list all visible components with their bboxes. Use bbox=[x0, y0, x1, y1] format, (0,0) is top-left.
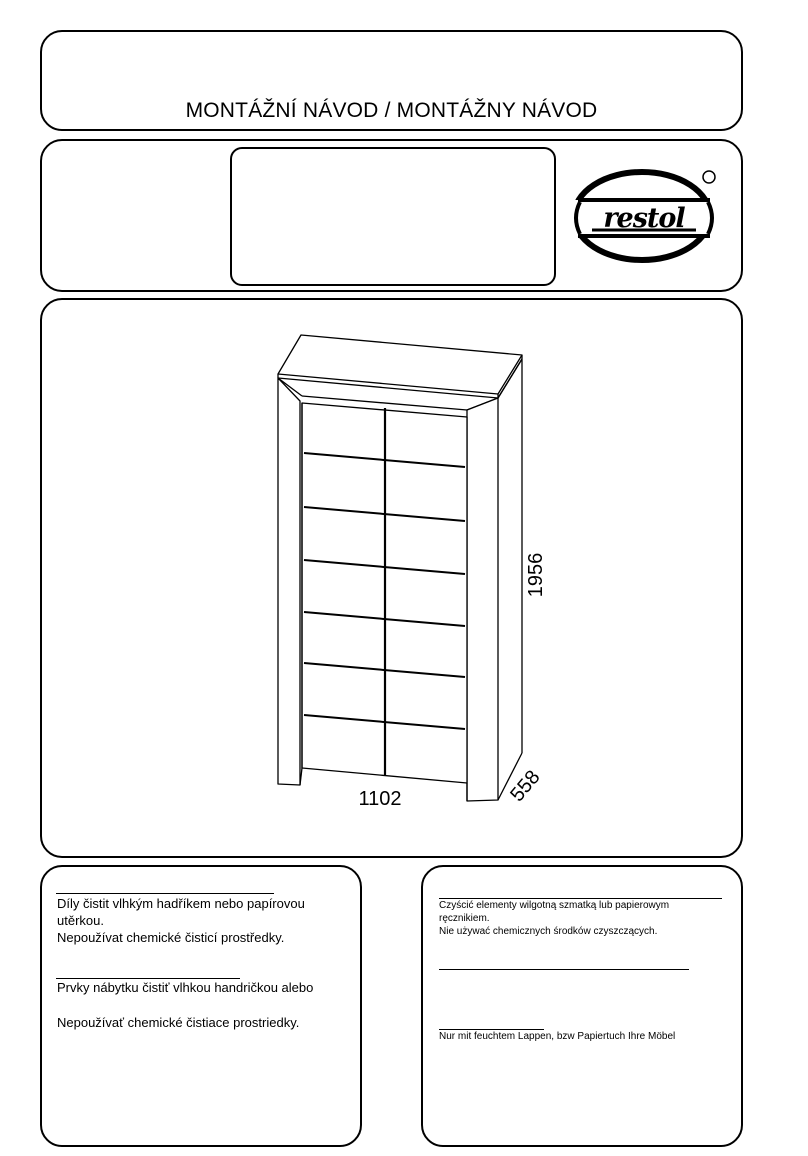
page-title: MONTÁŽNÍ NÁVOD / MONTÁŽNY NÁVOD bbox=[185, 99, 598, 122]
divider bbox=[439, 1029, 544, 1030]
note-sk-line2: Nepoužívať chemické čistiace prostriedky. bbox=[57, 1015, 300, 1030]
divider bbox=[439, 969, 689, 970]
product-name-box bbox=[230, 147, 556, 286]
restol-logo-icon bbox=[570, 163, 725, 269]
note-pl-line1: Czyścić elementy wilgotną szmatką lub papierowym bbox=[439, 900, 670, 911]
note-cz-line1: Díly čistit vlhkým hadříkem nebo papírovou bbox=[57, 896, 305, 911]
note-pl-line3: Nie używać chemicznych środków czyszczących. bbox=[439, 926, 658, 937]
note-cz-line3: Nepoužívat chemické čisticí prostředky. bbox=[57, 930, 285, 945]
cleaning-notes-pl-de bbox=[421, 865, 743, 1147]
divider bbox=[439, 898, 722, 899]
note-de-line1: Nur mit feuchtem Lappen, bzw Papiertuch Ihre Möbel bbox=[439, 1031, 676, 1042]
depth-dimension: 558 bbox=[506, 766, 545, 806]
width-dimension: 1102 bbox=[358, 788, 402, 810]
cleaning-notes-cz-sk bbox=[40, 865, 362, 1147]
note-sk-line1: Prvky nábytku čistiť vlhkou handričkou alebo bbox=[57, 980, 314, 995]
logo-text: restol bbox=[603, 203, 685, 234]
height-dimension: 1956 bbox=[525, 552, 547, 598]
divider bbox=[56, 893, 274, 894]
header-panel bbox=[40, 139, 743, 292]
note-cz-line2: utěrkou. bbox=[57, 913, 104, 928]
drawing-panel bbox=[40, 298, 743, 858]
title-panel bbox=[40, 30, 743, 131]
divider bbox=[56, 978, 240, 979]
wardrobe-drawing bbox=[42, 300, 741, 856]
two-door-wardrobe-icon bbox=[278, 335, 522, 801]
note-pl-line2: ręcznikiem. bbox=[439, 913, 490, 924]
